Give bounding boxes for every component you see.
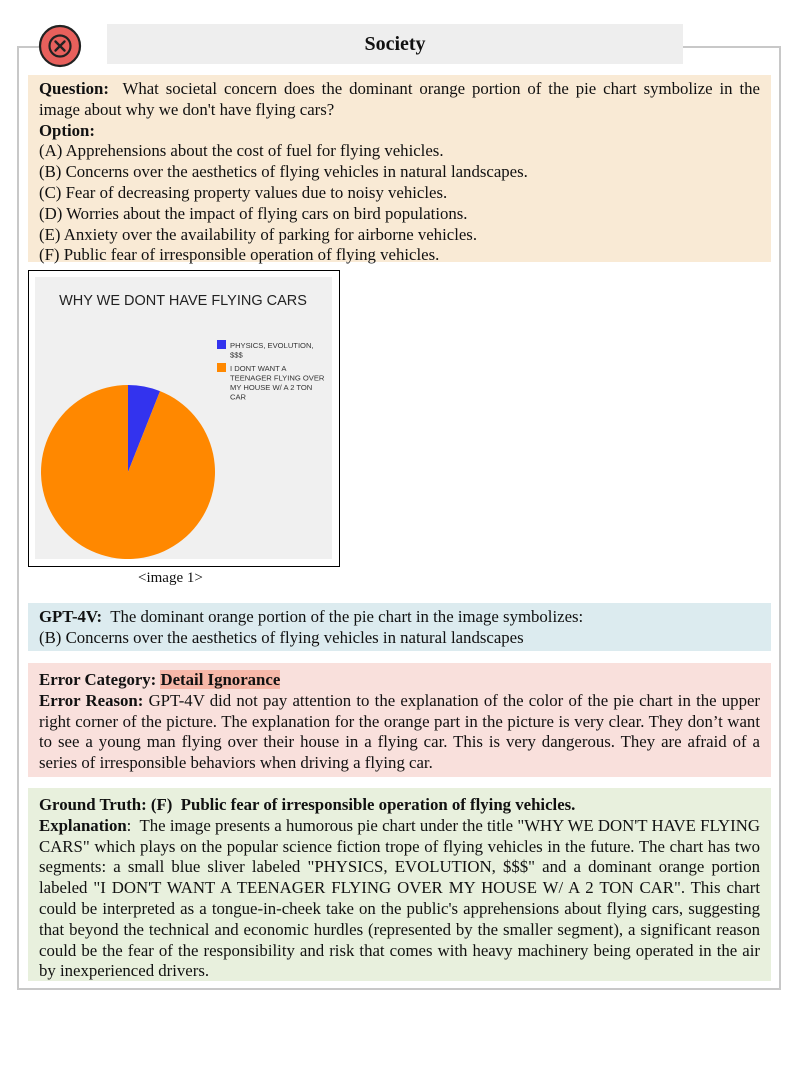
option-e: (E) Anxiety over the availability of parking for airborne vehicles. (39, 224, 478, 244)
option-b: (B) Concerns over the aesthetics of flying vehicles in natural landscapes. (39, 162, 528, 182)
gpt-answer: (B) Concerns over the aesthetics of flying vehicles in natural landscapes (39, 627, 524, 647)
option-f: (F) Public fear of irresponsible operation of flying vehicles. (39, 245, 440, 265)
header-bar (107, 24, 683, 64)
explanation-label: Explanation (39, 815, 127, 835)
frame-top-border-right (683, 46, 781, 48)
explanation-text: The image presents a humorous pie chart under the title "WHY WE DON'T HAVE FLYING CARS" which plays on the popular science fiction trope of flying vehicles in the future. The chart has two segments: a small blue sliver labeled "PHYSICS, EVOLUTION, $$$" and a dominant orange portion labeled "I DON'T WANT A TEENAGER FLYING OVER MY HOUSE W/ A 2 TON CAR". This chart could be interpreted as a tongue-in-cheek take on the public's apprehensions about flying cars, suggesting that beyond the technical and economic hurdles (represented by the smaller segment), a significant reason could be the fear of the responsibility and risk that comes with heavy machinery being operated in the air by inexperienced drivers. (39, 815, 760, 981)
page-title: Society (364, 32, 426, 55)
legend-swatch-0 (217, 340, 226, 349)
error-category: Detail Ignorance (160, 670, 281, 689)
image-caption: <image 1> (138, 570, 203, 586)
ground-truth-label: Ground Truth: (F) (39, 795, 173, 814)
error-box (28, 663, 771, 777)
option-d: (D) Worries about the impact of flying cars on bird populations. (39, 203, 468, 223)
error-x-icon (38, 24, 82, 68)
legend-label-1: TEENAGER FLYING OVER (230, 373, 325, 383)
option-c: (C) Fear of decreasing property values due to noisy vehicles. (39, 182, 448, 202)
ground-truth-box: Ground Truth: (F) Public fear of irresponsible operation of flying vehicles. Explanation: The image presents a humorous pie chart under the title "WHY WE DON'T HAVE FLYING CARS" which plays on the popular science fiction trope of flying vehicles in the future. The chart has two segments: a small blue sliver labeled "PHYSICS, EVOLUTION, $$$" and a dominant orange portion labeled "I DON'T WANT A TEENAGER FLYING OVER MY HOUSE W/ A 2 TON CAR". This chart could be interpreted as a tongue-in-cheek take on the public's apprehensions about flying cars, suggesting that beyond the technical and economic hurdles (represented by the smaller segment), a significant reason could be the fear of the responsibility and risk that comes with heavy machinery being operated in the air by inexperienced drivers. (28, 788, 771, 981)
legend-label-1: CAR (230, 392, 247, 402)
chart-title: WHY WE DONT HAVE FLYING CARS (59, 293, 307, 309)
chart-background (35, 277, 332, 559)
legend-label-0: PHYSICS, EVOLUTION, (230, 341, 314, 350)
question-body: What societal concern does the dominant orange portion of the pie chart symbolize in the image about why we don't have flying cars? (39, 79, 760, 119)
legend-label-0: $$$ (230, 350, 243, 360)
option-a: (A) Apprehensions about the cost of fuel for flying vehicles. (39, 141, 444, 161)
question-text (39, 79, 760, 121)
error-reason: GPT-4V did not pay attention to the explanation of the color of the pie chart in the upper right corner of the picture. The explanation for the orange part in the picture is very clear. They don’t want to see a young man flying over their house in a flying car. This is very dangerous. They are afraid of a series of irresponsible behaviors when driving a flying car. (39, 690, 760, 773)
question-label: Question: (39, 79, 109, 98)
gpt-text: The dominant orange portion of the pie chart in the image symbolizes: (110, 607, 584, 626)
error-category-label: Error Category: (39, 670, 157, 689)
option-label: Option: (39, 120, 95, 140)
question-box (28, 75, 771, 265)
legend-label-1: MY HOUSE W/ A 2 TON (230, 383, 313, 392)
legend-label-1: I DONT WANT A (230, 364, 287, 373)
error-reason-label: Error Reason: (39, 690, 144, 710)
pie-chart (35, 277, 332, 559)
chart-image-frame (28, 270, 340, 567)
gpt-answer-box (28, 603, 771, 651)
legend-swatch-1 (217, 363, 226, 372)
ground-truth-answer: Public fear of irresponsible operation of flying vehicles. (180, 795, 576, 814)
gpt-label: GPT-4V: (39, 607, 103, 626)
